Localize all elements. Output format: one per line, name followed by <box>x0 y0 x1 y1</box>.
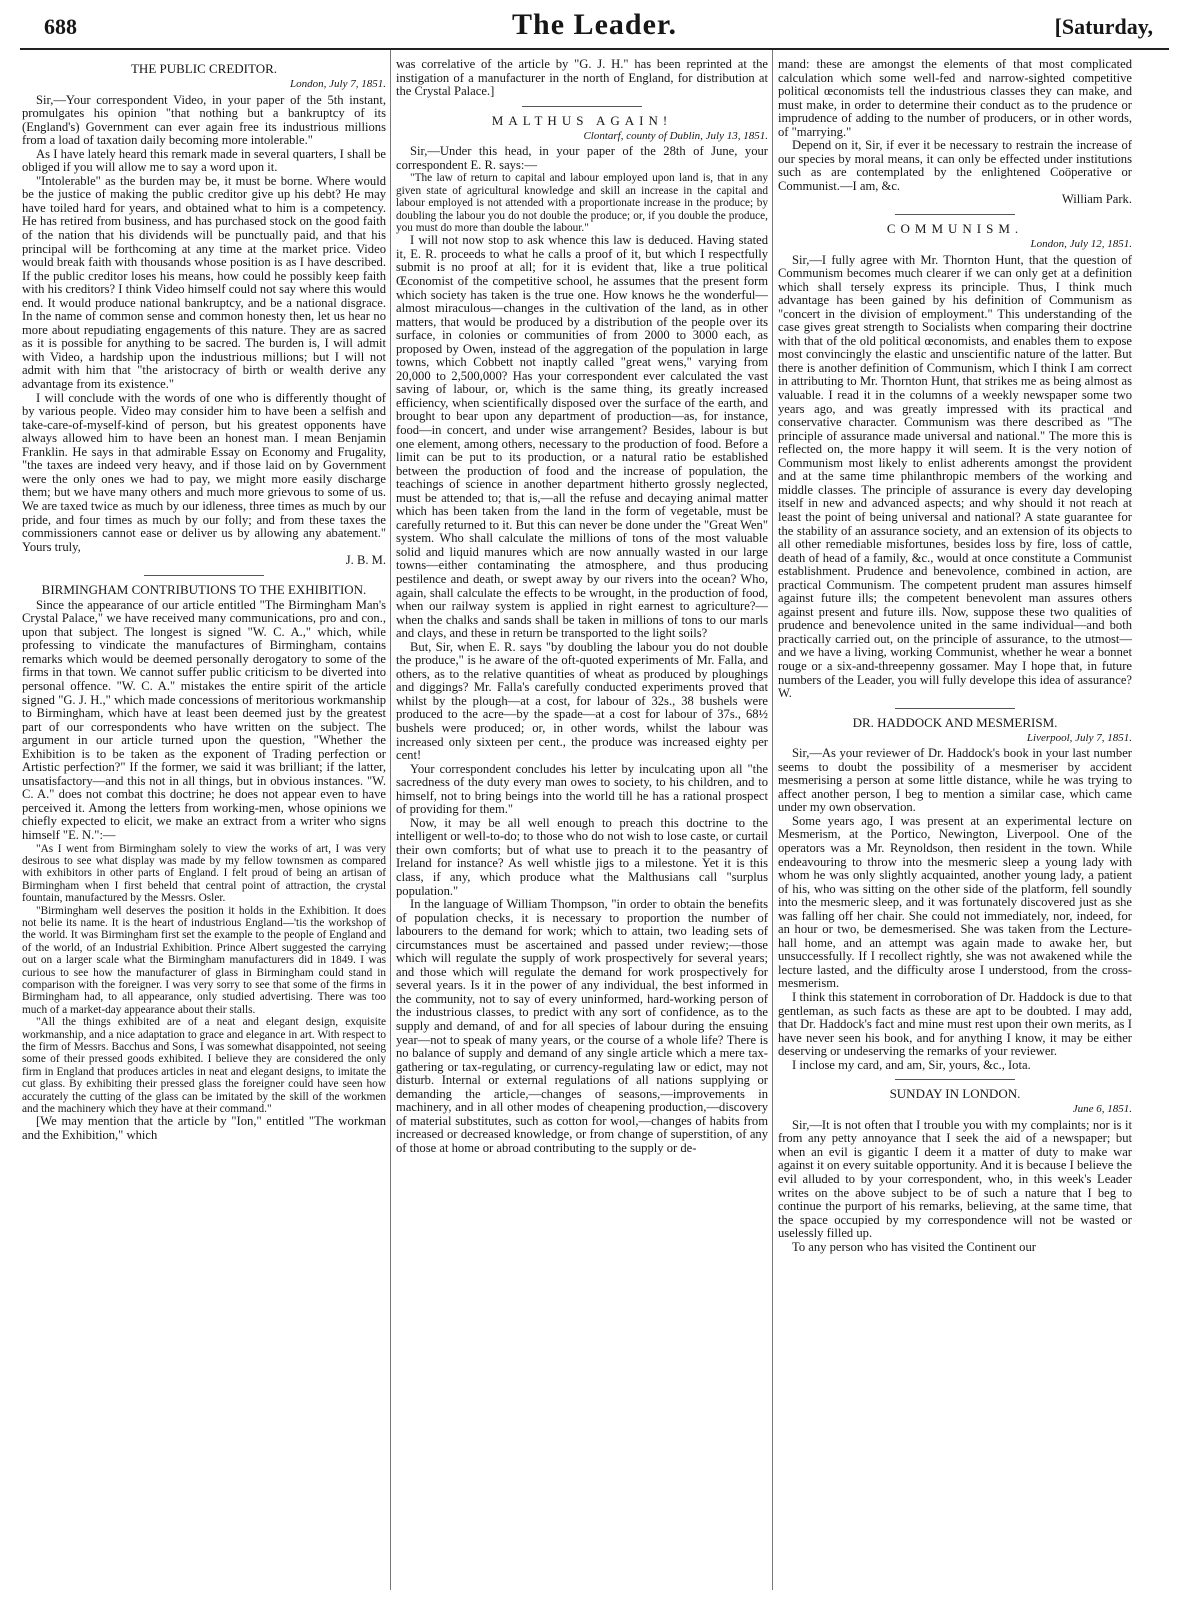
article-heading: THE PUBLIC CREDITOR. <box>130 61 277 76</box>
paragraph: Since the appearance of our article entitled "The Birmingham Man's Crystal Palace," we have received many communications, pro and con., upon that subject. The longest is signed "W. C. A.," which, while professing to vindicate the manufactures of Birmingham, contains remarks which would be deemed personally derogatory to some of the firms in that town. We cannot suffer public criticism to be diverted into personal offence. "W. C. A." mistakes the entire spirit of the article signed "G. J. H.," which made concessions of meritorious workmanship to Birmingham, which have at least been deemed just by the greatest part of our correspondents who have written on the subject. The argument in our article turned upon the question, "Whether the Exhibition is to be taken as the exponent of Trading perfection or Artistic perfection?" If the former, we said it was brilliant; if the latter, unsatisfactory—and this not in all things, but in obvious instances. "W. C. A." does not combat this doctrine; he does not appear even to have perceived it. Among the letters from working-men, whose opinions we chiefly expected to elicit, we make an extract from a writer who signs himself "E. N.":— <box>22 597 386 842</box>
page-number: 688 <box>44 14 77 39</box>
paragraph: Sir,—Under this head, in your paper of the 28th of June, your correspondent E. R. says:— <box>396 144 768 172</box>
signature: William Park. <box>1061 192 1132 207</box>
paragraph: Some years ago, I was present at an experimental lecture on Mesmerism, at the Portico, Newington, Liverpool. One of the operators was a Mr. Reynoldson, then resident in the town. While endeavouring to throw into the mesmeric sleep a young lady with whom he was only slightly acquainted, another young lady, a patient of his, who was sitting on the other side of the platform, fell soundly into the mesmeric sleep, and it was fortunately discovered just as she was falling off her chair. She could not immediately, nor, indeed, for an hour or two, be demesmerised. She was taken from the Lecture-hall home, and an attempt was again made to awake her, but unsuccessfully. If I recollect rightly, she was not awakened while the lecture lasted, and the difficulty arose I understood, from the cross-mesmerism. <box>778 813 1132 991</box>
section-divider <box>895 1079 1015 1080</box>
paragraph: Depend on it, Sir, if ever it be necessary to restrain the increase of our species by moral means, it can only be effected under institutions such as are contemplated by the enlightened Coöperative or Communist.—I am, &c. <box>778 138 1132 193</box>
section-divider <box>895 214 1015 215</box>
paragraph: But, Sir, when E. R. says "by doubling the labour you do not double the produce," is he aware of the oft-quoted experiments of Mr. Falla, and others, as to the relative quantities of wheat as produced by ploughings and diggings? Mr. Falla's carefully conducted experiments proved that whilst by the plough—at a cost, for labour of 32s., 38 bushels were produced to the acre—by the spade—at a cost for labour of 37s., 68½ bushels were produced; or, in other words, whilst the labour was increased only sixteen per cent., the produce was increased eighty per cent! <box>396 639 768 763</box>
column-rule <box>772 50 773 1590</box>
paragraph: "Intolerable" as the burden may be, it must be borne. Where would be the justice of making the public creditor give up his debt? He may have toiled hard for years, and obtained what to him is a competency. He has retired from business, and has purchased stock on the good faith of the nation that his dividends will be punctually paid, and that his principal will be forthcoming at any time at the market price. Video would break faith with thousands whose position is as I have described. If the public creditor loses his means, how could he possibly keep faith with his creditors? I think Video himself could not say where this would end. It would produce national bankruptcy, and be a national disgrace. In the name of common sense and common honesty then, let us hear no more about repudiating engagements of this nature. They are as sacred as it is possible for anything to be sacred. The burden is, I will admit with Video, a hardship upon the industrious millions; but I will not admit with him that "the aristocracy of birth or wealth derive any advantage from its existence." <box>22 173 386 392</box>
quoted-paragraph: "The law of return to capital and labour employed upon land is, that in any given state of agricultural knowledge and skill an increase in the capital and labour employed is not attended with a proportionate increase in the produce; by doubling the labour you do not double the produce; or, if you double the produce, you must do more than double the labour." <box>396 172 768 234</box>
paragraph: I think this statement in corroboration of Dr. Haddock is due to that gentleman, as such facts as these are apt to be doubted. I may add, that Dr. Haddock's fact and mine must rest upon their own merits, as I have never seen his book, and for anything I know, it may be either deserving or undeserving the remarks of your reviewer. <box>778 990 1132 1059</box>
quoted-paragraph: "As I went from Birmingham solely to view the works of art, I was very desirous to see what display was made by my fellow townsmen as compared with exhibitors in other parts of England. I felt proud of being an artisan of Birmingham when I first beheld that central point of attraction, the crystal fountain, manufactured by the Messrs. Osler. <box>22 842 386 905</box>
column-1 <box>22 58 386 1588</box>
article-dateline: Liverpool, July 7, 1851. <box>1026 731 1132 744</box>
paragraph: was correlative of the article by "G. J. H." has been reprinted at the instigation of a manufacturer in the north of England, for distribution at the Crystal Palace.] <box>396 58 768 99</box>
column-rule <box>390 50 391 1590</box>
paragraph: Now, it may be all well enough to preach this doctrine to the intelligent or well-to-do; to those who do not wish to lose caste, or curtail their own comforts; but of what use to preach it to the peasantry of Ireland for instance? As well whistle jigs to a milestone. Yet it is this class, if any, which produce what the Malthusians call "surplus population." <box>396 815 768 898</box>
quoted-paragraph: "Birmingham well deserves the position it holds in the Exhibition. It does not belie its name. It is the heart of industrious England—'tis the workshop of the world. It was Birmingham first set the example to the people of England and of the world, of an Industrial Exhibition. Prince Albert suggested the carrying out on a larger scale what the Birmingham manufacturers did in 1849. I was curious to see how the manufacturer of glass in Birmingham could stand in comparison with the foreigner. I was very sorry to see that some of the firms in Birmingham had, to all appearance, only studied advertising. There was too much of a market-day appearance about their stalls. <box>22 904 386 1016</box>
paragraph: Sir,—Your correspondent Video, in your paper of the 5th instant, promulgates his opinion "that nothing but a bankruptcy of its (England's) Government can ever again free its industrious millions from a load of taxation daily becoming more intolerable." <box>22 92 386 148</box>
section-divider <box>522 106 642 107</box>
column-3 <box>778 58 1132 1588</box>
article-dateline: London, July 12, 1851. <box>1030 238 1132 251</box>
paragraph: [We may mention that the article by "Ion," entitled "The workman and the Exhibition," which <box>22 1114 386 1143</box>
masthead <box>20 8 1169 50</box>
newspaper-title: The Leader. <box>512 8 677 41</box>
issue-day: [Saturday, <box>1054 14 1153 39</box>
paragraph: To any person who has visited the Continent our <box>792 1239 1036 1254</box>
paragraph: mand: these are amongst the elements of that most complicated calculation which some well-fed and narrow-sighted competitive political œconomists tell the industrious classes they can make, and must make, in order to determine their conduct as to the prudence or imprudence of adding to the number of producers, or in other words, of "marrying." <box>778 58 1132 139</box>
paragraph: Sir,—As your reviewer of Dr. Haddock's book in your last number seems to doubt the possibility of a mesmeriser by accident mesmerising a person at some little distance, while he was trying to affect another person, I beg to mention a similar case, which came under my own observation. <box>778 746 1132 815</box>
paragraph: In the language of William Thompson, "in order to obtain the benefits of population checks, it is necessary to proportion the number of labourers to the demand for work; which to attain, two leading sets of circumstances must be ascertained and passed under review;—those which will regulate the supply of work prospectively for several years; and those which will regulate the demand for work prospectively for several years. Is it in the power of any individual, the best informed in the community, not to say of every uninformed, hard-working person of the industrious classes, to predict with any sort of confidence, as to the supply and demand, of and for all species of labour during the ensuing year—not to speak of many years, or the course of a whole life? There is no balance of supply and demand of any single article which a mere tax-gathering or tax-regulating, or currency-regulating law or edict, may not disturb. Internal or external regulations of all nations supplying or demanding the article,—changes of seasons,—improvements in machinery, and in all other modes of cheapening production,—discovery of material substitutes, such as cotton for wool,—changes of habits from increased or decreased knowledge, or from change of superstition, of any of those at home or abroad contributing to the supply or de- <box>396 897 768 1155</box>
paragraph: I inclose my card, and am, Sir, yours, &c., Iota. <box>792 1057 1031 1072</box>
article-heading: DR. HADDOCK AND MESMERISM. <box>852 714 1058 730</box>
paragraph: As I have lately heard this remark made in several quarters, I shall be obliged if you will allow me to say a word upon it. <box>22 146 386 175</box>
article-heading: SUNDAY IN LONDON. <box>889 1086 1021 1102</box>
paragraph: Sir,—It is not often that I trouble you with my complaints; nor is it from any petty annoyance that I seek the aid of a newspaper; but when an evil is gigantic I deem it a matter of duty to make war against it on every suitable opportunity. And it is because I believe the evil alluded to by your correspondent, who, in this week's Leader writes on the above subject to be of such a nature that I beg to continue the purport of his remarks, believing, at the same time, that the space occupied by my correspondence will not be wasted or uselessly filled up. <box>778 1117 1132 1241</box>
paragraph: Sir,—I fully agree with Mr. Thornton Hunt, that the question of Communism becomes much clearer if we can only get at a definition which shall tersely express its principle. Thus, I think much advantage has been gained by his definition of Communism as "concert in the division of employment." This understanding of the case gives great strength to Socialists when comparing their doctrine with that of the old political œconomists, and enables them to expose most convincingly the elastic and unscientific nature of the latter. But there is another definition of Communism, which I think I am correct in attributing to Mr. Thornton Hunt, that strikes me as being almost as valuable. I read it in the columns of a weekly newspaper some two years ago, and was greatly impressed with its practical and conservative character. Communism was there described as "The principle of assurance made universal and national." The more this is reflected on, the more happy it will seem. It is the very notion of Communism most likely to enlist adherents amongst the provident and at the same time philanthropic members of the working and middle classes. The principle of assurance is every day developing itself in new and advanced aspects; and why should it not reach at least the point of being universal and national? A state guarantee for the stability of an assurance society, and an extension of its objects to all other remediable misfortunes, besides loss by fire, loss of cattle, death of head of a family, &c., would at once constitute a Communist establishment. Prudence and benevolence, combined in action, are practical Communism. The competent prudent man assures himself against future ills; the competent benevolent man assures others against present and future ills. Now, suppose these two qualities of prudence and benevolence united in the same individual—and both practically carried out, on the principle of assurance, to the utmost—and we have a living, working Communist, whether he wear a bonnet rouge or a six-and-threepenny gossamer. May I hope that, in future numbers of the Leader, you will fully develope this idea of assurance? W. <box>778 252 1132 701</box>
paragraph: I will not now stop to ask whence this law is deduced. Having stated it, E. R. proceeds to what he calls a proof of it, but which I respectfully submit is no proof at all; for it is evident that, like a true political Œconomist of the competitive school, he assumes that the present form which society has taken is the true one. How knows he the wonderful—almost miraculous—changes in the cultivation of the land, as in other matters, that would be produced by a distribution of the people over its surface, in colonies or communities of from 2000 to 3000 each, as proposed by Owen, instead of the aggregation of the population in large towns, which Cobbett not inaptly called "great wens," varying from 20,000 to 2,500,000? Has your correspondent ever calculated the vast saving of labour, or, which is the same thing, its greatly increased efficiency, when scientifically disposed over the surface of the earth, and brought to bear upon any department of production—as, for instance, food—in concert, and under wise arrangement? Besides, labour is but one element, among others, necessary to the production of food. Before a limit can be put to its production, or a natural ratio be established between the production of food and the increase of population, the teachings of science in another department hitherto grossly neglected, must be attended to; that is,—all the refuse and decaying animal matter which has been taken from the land in the form of vegetable, must be carefully returned to it. But this can never be done under the "Great Wen" system. Who shall calculate the millions of tons of the most valuable solid and liquid manures which are now annually wasted in our large towns—either contaminating the atmosphere, and thus producing pestilence and death, or swept away by our rivers into the ocean? Who, again, shall calculate the effects to be wrought, in the production of food, when our railway system is applied in right earnest to agriculture?—when the chalks and sands shall be taken in millions of tons to our marls and clays, and these in return be transported to the light soils? <box>396 233 768 641</box>
article-heading: BIRMINGHAM CONTRIBUTIONS TO THE EXHIBITION. <box>41 581 367 597</box>
quoted-paragraph: "All the things exhibited are of a neat and elegant design, exquisite workmanship, and a nice adaptation to grace and elegance in art. With respect to the firm of Messrs. Bacchus and Sons, I was somewhat disappointed, not seeing some of their pressed goods exhibited. I believe they are considered the only firm in England that produces articles in neat and elegant designs, to imitate the cut glass. By exhibiting their pressed glass the foreigner could have seen how accurately the cutting of the glass can be imitated by the skill of the workmen and the machinery which they have at their command." <box>22 1016 386 1116</box>
section-divider <box>895 708 1015 709</box>
article-dateline: Clontarf, county of Dublin, July 13, 1851. <box>583 129 768 142</box>
signature: J. B. M. <box>345 553 386 568</box>
paragraph: I will conclude with the words of one who is differently thought of by various people. Video may consider him to have been a selfish and take-care-of-myself-kind of person, but his greatest opponents have always allowed him to have been an honest man. I mean Benjamin Franklin. He says in that admirable Essay on Economy and Frugality, "the taxes are indeed very heavy, and if those laid on by Government were the only ones we had to pay, we might more easily discharge them; but we have many others and much more grievous to some of us. We are taxed twice as much by our idleness, three times as much by our pride, and four times as much by our folly; and from these taxes the commissioners cannot ease or deliver us by allowing any abatement." Yours truly, <box>22 390 386 554</box>
paragraph: Your correspondent concludes his letter by inculcating upon all "the sacredness of the duty every man owes to society, to his children, and to himself, not to bring beings into the world till he has a rational prospect of providing for them." <box>396 761 768 817</box>
article-heading: COMMUNISM. <box>886 221 1024 237</box>
article-dateline: June 6, 1851. <box>1072 1103 1132 1116</box>
article-dateline: London, July 7, 1851. <box>290 78 386 90</box>
column-2 <box>396 58 768 1588</box>
section-divider <box>144 575 264 576</box>
article-heading: MALTHUS AGAIN! <box>491 112 673 128</box>
